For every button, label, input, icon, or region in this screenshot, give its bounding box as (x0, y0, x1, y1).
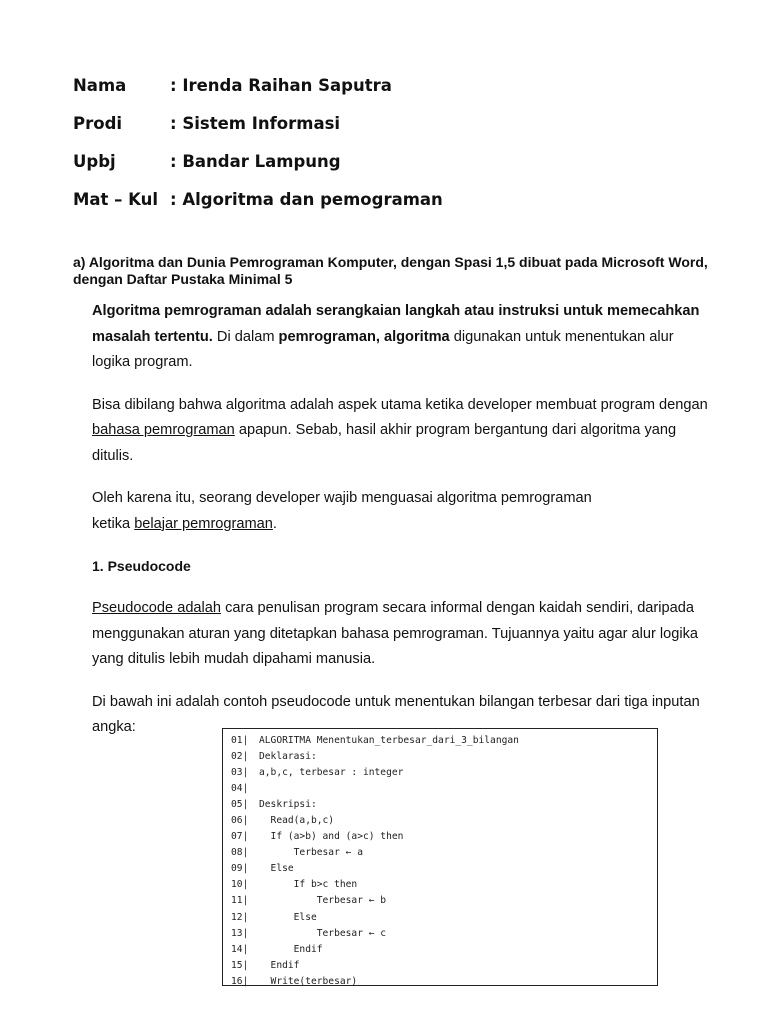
code-line-text: a,b,c, terbesar : integer (259, 766, 404, 778)
identity-label: Prodi (73, 113, 123, 133)
code-line-text: ALGORITMA Menentukan_terbesar_dari_3_bilangan (259, 734, 519, 746)
code-line (231, 748, 657, 764)
code-line-number: 07| (231, 831, 249, 843)
code-line-text: If b>c then (259, 879, 358, 891)
code-line (231, 877, 657, 893)
code-line (231, 845, 657, 861)
code-line (231, 764, 657, 780)
code-line-text: Terbesar ← a (259, 847, 363, 859)
text: Di dalam (212, 328, 279, 345)
text: Bisa dibilang bahwa algoritma adalah aspek utama ketika developer membuat program dengan (92, 396, 708, 413)
paragraph-2 (92, 393, 712, 470)
text: cara penulisan program secara informal dengan kaidah sendiri, daripada menggunakan aturan yang ditetapkan bahasa pemrograman. Tujuannya yaitu agar alur logika yang ditulis lebih mudah dipahami manusia. (92, 600, 699, 667)
code-line-number: 09| (231, 863, 249, 875)
code-line-number: 05| (231, 798, 249, 810)
code-line-number: 08| (231, 847, 249, 859)
code-line-number: 04| (231, 782, 249, 794)
link-bahasa-pemrograman[interactable]: bahasa pemrograman (92, 422, 235, 438)
paragraph-3 (92, 486, 712, 537)
pseudocode-image (222, 728, 658, 986)
text: . (272, 515, 277, 532)
section-heading: a) Algoritma dan Dunia Pemrograman Komputer, dengan Spasi 1,5 dibuat pada Microsoft Word, dengan Daftar Pustaka Minimal 5 (73, 254, 708, 287)
code-line-number: 01| (231, 734, 249, 746)
link-belajar-pemrograman[interactable]: belajar pemrograman (134, 515, 273, 532)
code-line-text: Else (259, 911, 317, 923)
code-line (231, 812, 657, 828)
code-line-number: 03| (231, 766, 249, 778)
code-line (231, 780, 657, 796)
text: ketika (92, 515, 135, 532)
identity-row-matkul (73, 180, 713, 218)
identity-label: Upbj (73, 151, 116, 171)
code-line-text: Deklarasi: (259, 750, 317, 762)
subheading-pseudocode: 1. Pseudocode (92, 558, 191, 574)
code-line-number: 15| (231, 959, 249, 971)
code-line-text: Write(terbesar) (259, 975, 358, 987)
code-line (231, 957, 657, 973)
code-line-number: 14| (231, 943, 249, 955)
bold-text: Algoritma pemrograman adalah serangkaian langkah atau instruksi untuk memecahkan masalah tertentu. (92, 303, 700, 345)
text: digunakan untuk menentukan alur logika program. (92, 328, 674, 370)
identity-row-upbj (73, 142, 713, 180)
identity-label: Mat – Kul (73, 189, 159, 209)
body-text (92, 299, 712, 758)
code-line-number: 06| (231, 815, 249, 827)
code-line-number: 11| (231, 895, 249, 907)
code-line-text: Else (259, 863, 294, 875)
identity-block (73, 66, 713, 218)
code-line-text: Terbesar ← b (259, 895, 387, 907)
code-line (231, 941, 657, 957)
paragraph-1 (92, 299, 712, 376)
text: Di bawah ini adalah contoh pseudocode untuk menentukan bilangan terbesar dari tiga inputan angka: (92, 693, 700, 735)
identity-row-nama (73, 66, 713, 104)
identity-value: : Irenda Raihan Saputra (170, 75, 392, 95)
paragraph-4 (92, 596, 712, 673)
identity-row-prodi (73, 104, 713, 142)
code-line-text: If (a>b) and (a>c) then (259, 831, 404, 843)
code-line (231, 909, 657, 925)
text: Oleh karena itu, seorang developer wajib menguasai algoritma pemrograman (92, 490, 592, 506)
identity-value: : Algoritma dan pemograman (170, 189, 443, 209)
code-line-text: Read(a,b,c) (259, 815, 335, 827)
code-line-text: Endif (259, 959, 300, 971)
code-line-number: 10| (231, 879, 249, 891)
code-line (231, 925, 657, 941)
identity-label: Nama (73, 75, 127, 95)
code-line-text: Deskripsi: (259, 798, 317, 810)
code-line-text: Endif (259, 943, 323, 955)
code-line-number: 13| (231, 927, 249, 939)
link-pseudocode-adalah[interactable]: Pseudocode adalah (92, 600, 222, 616)
identity-value: : Sistem Informasi (170, 113, 341, 133)
code-line-number: 12| (231, 911, 249, 923)
code-line (231, 973, 657, 989)
code-line (231, 893, 657, 909)
code-line-text: Terbesar ← c (259, 927, 387, 939)
code-line (231, 861, 657, 877)
code-line (231, 732, 657, 748)
code-line-number: 16| (231, 975, 249, 987)
bold-text: pemrograman, algoritma (278, 328, 450, 345)
code-line-number: 02| (231, 750, 249, 762)
code-line (231, 796, 657, 812)
identity-value: : Bandar Lampung (170, 151, 341, 171)
code-line (231, 829, 657, 845)
text: apapun. Sebab, hasil akhir program bergantung dari algoritma yang ditulis. (92, 422, 677, 464)
